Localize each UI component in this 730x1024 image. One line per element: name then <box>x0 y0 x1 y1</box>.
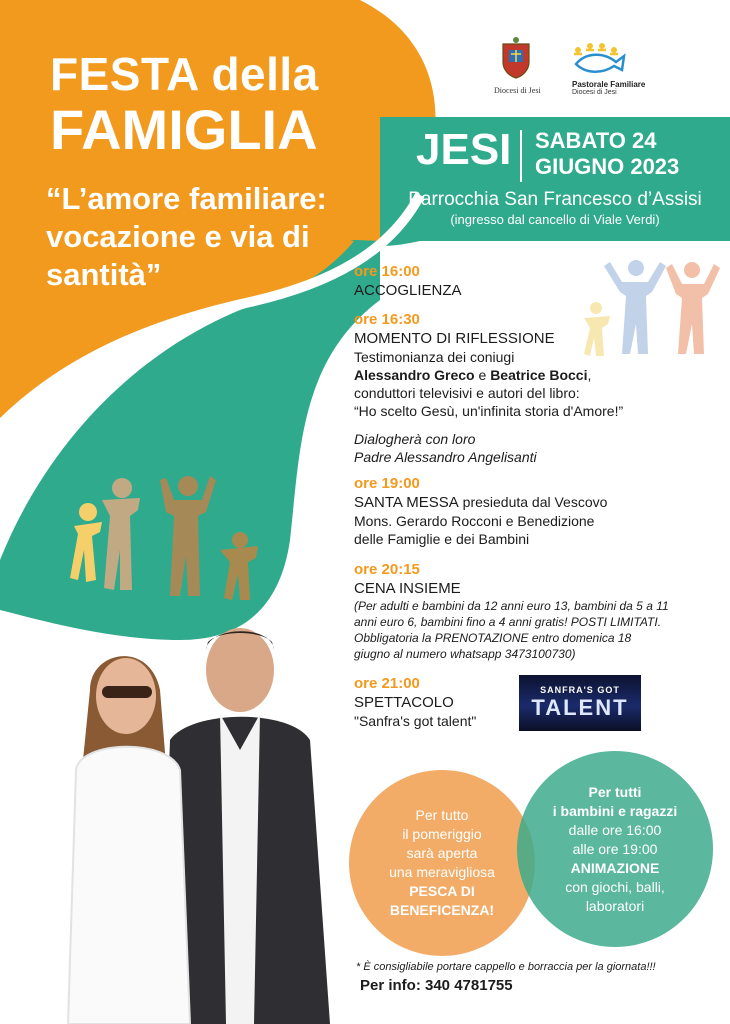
testimony-line: Testimonianza dei coniugi <box>354 349 515 365</box>
raffle-title: BENEFICENZA! <box>389 902 495 918</box>
schedule-title: ACCOGLIENZA <box>354 282 462 299</box>
diocese-crest-icon <box>499 36 533 80</box>
dialog-moderator: Padre Alessandro Angelisanti <box>354 449 537 465</box>
title-line2: FAMIGLIA <box>50 98 318 161</box>
schedule-title: MOMENTO DI RIFLESSIONE <box>354 330 555 347</box>
dinner-note: giugno al numero whatsapp 3473100730) <box>354 647 576 661</box>
kids-title: Per tutti <box>588 783 642 800</box>
schedule-item-2015 <box>354 560 714 662</box>
authors-line: conduttori televisivi e autori del libro: <box>354 385 580 401</box>
city-name: JESI <box>416 125 512 174</box>
speaker-conjunction: e <box>474 367 491 383</box>
speaker-name: Alessandro Greco <box>354 367 475 383</box>
fish-family-icon <box>568 40 628 76</box>
kids-text: dalle ore 16:00 <box>568 821 662 838</box>
diocese-logo <box>492 36 540 85</box>
raffle-text: il pomeriggio <box>402 826 482 842</box>
schedule-title: SPETTACOLO <box>354 694 454 711</box>
mass-line: presieduta dal Vescovo <box>458 494 608 510</box>
schedule-item-1630 <box>354 310 714 466</box>
footnote: * È consigliabile portare cappello e borraccia per la giornata!!! <box>356 961 656 973</box>
speaker-name: Beatrice Bocci <box>490 367 588 383</box>
schedule-time: ore 20:15 <box>354 561 420 578</box>
kids-text: laboratori <box>585 897 645 914</box>
kids-highlight: ANIMAZIONE <box>570 859 660 876</box>
schedule-item-2100 <box>354 674 524 730</box>
mass-line: delle Famiglie e dei Bambini <box>354 531 530 547</box>
parish-name: Parrocchia San Francesco d’Assisi <box>408 189 702 210</box>
pastorale-logo-subtitle: Diocesi di Jesi <box>572 89 617 96</box>
diocese-logo-text: Diocesi di Jesi <box>494 86 541 95</box>
raffle-title: PESCA DI <box>409 883 475 899</box>
header-divider <box>520 130 522 182</box>
book-title: “Ho scelto Gesù, un'infinita storia d'Amore!” <box>354 403 624 419</box>
charity-raffle-circle <box>349 770 535 956</box>
schedule-time: ore 21:00 <box>354 675 420 692</box>
schedule-item-1900 <box>354 474 714 548</box>
pastorale-logo-title: Pastorale Familiare <box>572 80 646 89</box>
dinner-note: anni euro 6, bambini fino a 4 anni gratis! POSTI LIMITATI. <box>354 615 662 629</box>
dinner-note: (Per adulti e bambini da 12 anni euro 13, bambini da 5 a 11 <box>354 599 669 613</box>
couple-photo <box>40 620 340 1024</box>
raffle-text: Per tutto <box>415 807 469 823</box>
speaker-comma: , <box>587 367 592 383</box>
pastorale-logo <box>568 40 630 81</box>
kids-title: i bambini e ragazzi <box>552 802 678 819</box>
talent-logo-main: TALENT <box>531 695 629 720</box>
entrance-note: (ingresso dal cancello di Viale Verdi) <box>450 212 660 227</box>
schedule-time: ore 16:30 <box>354 311 420 328</box>
talent-show-logo <box>519 675 641 731</box>
talent-logo-top: SANFRA'S GOT <box>540 685 620 695</box>
event-date <box>535 128 679 180</box>
kids-text: con giochi, balli, <box>565 878 665 895</box>
raffle-text: una meravigliosa <box>389 864 495 880</box>
family-figures-icon <box>70 470 270 610</box>
theme-quote: “L’amore familiare: vocazione e via di santità” <box>46 181 327 292</box>
show-name: "Sanfra's got talent" <box>354 713 477 729</box>
date-line2: GIUGNO 2023 <box>535 154 680 179</box>
contact-info: Per info: 340 4781755 <box>360 977 513 994</box>
schedule-time: ore 16:00 <box>354 263 420 280</box>
dinner-note: Obbligatoria la PRENOTAZIONE entro domenica 18 <box>354 631 632 645</box>
schedule-time: ore 19:00 <box>354 475 420 492</box>
dialog-line: Dialogherà con loro <box>354 431 476 447</box>
mass-line: Mons. Gerardo Rocconi e Benedizione <box>354 513 595 529</box>
schedule-item-1600 <box>354 262 714 300</box>
title-line1: FESTA della <box>50 48 319 100</box>
kids-text: alle ore 19:00 <box>572 840 658 857</box>
raffle-text: sarà aperta <box>406 845 478 861</box>
schedule-title: SANTA MESSA <box>354 494 459 511</box>
speakers-line <box>354 366 714 384</box>
kids-activities-circle <box>517 751 713 947</box>
date-line1: SABATO 24 <box>535 128 657 153</box>
schedule-title: CENA INSIEME <box>354 580 461 597</box>
